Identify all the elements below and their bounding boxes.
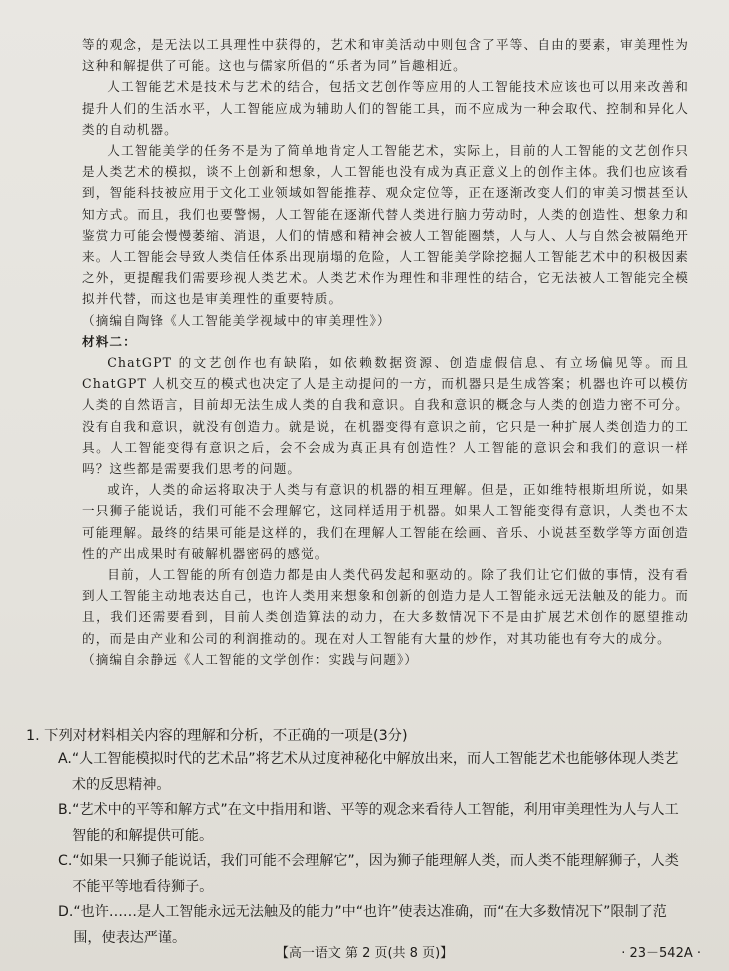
option-text: “也许……是人工智能永远无法触及的能力”中“也许”使表达准确，而“在大多数情况下”限制了范围，使表达严谨。 bbox=[73, 904, 667, 946]
paragraph: 或许，人类的命运将取决于人类与有意识的机器的相互理解。但是，正如维特根斯坦所说，如果一只狮子能说话，我们可能不会理解它，这同样适用于机器。如果人工智能变得有意识，人类也不太可能理解。最终的结果可能是这样的，我们在理解人工智能在绘画、音乐、小说甚至数学等方面创造性的产出成果时有破解机器密码的感觉。 bbox=[82, 482, 689, 561]
option-letter: A. bbox=[58, 751, 72, 767]
paragraph: ChatGPT 的文艺创作也有缺陷，如依赖数据资源、创造虚假信息、有立场偏见等。而且ChatGPT 人机交互的模式也决定了人是主动提问的一方，而机器只是生成答案；机器也许可以模仿人类的自然语言，目前却无法生成人类的自我和意识。自我和意识的概念与人类的创造力密不可分。没有自我和意识，就没有创造力。就是说，在机器变得有意识之前，它只是一种扩展人类创造力的工具。人工智能变得有意识之后，会不会成为真正具有创造性？人工智能的意识会和我们的意识一样吗？这些都是需要我们思考的问题。 bbox=[82, 355, 689, 477]
option-letter: C. bbox=[58, 853, 73, 869]
option-text: “如果一只狮子能说话，我们可能不会理解它”，因为狮子能理解人类，而人类不能理解狮子，人类不能平等地看待狮子。 bbox=[72, 853, 679, 895]
paragraph: 人工智能艺术是技术与艺术的结合，包括文艺创作等应用的人工智能技术应该也可以用来改善和提升人们的生活水平，人工智能应成为辅助人们的智能工具，而不应成为一种会取代、控制和异化人类的自动机器。 bbox=[82, 79, 689, 137]
option-text: “艺术中的平等和解方式”在文中指用和谐、平等的观念来看待人工智能，利用审美理性为人与人工智能的和解提供可能。 bbox=[72, 802, 679, 844]
option-letter: D. bbox=[58, 904, 74, 920]
option-a bbox=[58, 747, 689, 798]
page-number: 【高一语文 第 2 页(共 8 页)】 bbox=[275, 946, 454, 961]
paragraph: 人工智能美学的任务不是为了简单地肯定人工智能艺术，实际上，目前的人工智能的文艺创作只是人类艺术的模拟，谈不上创新和想象，人工智能也没有成为真正意义上的创作主体。我们也应该看到，智能科技被应用于文化工业领域如智能推荐、观众定位等，正在逐渐改变人们的审美习惯甚至认知方式。而且，我们也要警惕，人工智能在逐渐代替人类进行脑力劳动时，人类的创造性、想象力和鉴赏力可能会慢慢萎缩、消退，人们的情感和精神会被人工智能圈禁，人与人、人与自然会被隔绝开来。人工智能会导致人类信任体系出现崩塌的危险，人工智能美学除挖掘人工智能艺术中的积极因素之外，更提醒我们需要珍视人类艺术。人类艺术作为理性和非理性的结合，它无法被人工智能完全模拟并代替，而这也是审美理性的重要特质。 bbox=[82, 143, 689, 307]
material-heading: 材料二： bbox=[82, 333, 137, 349]
option-c bbox=[58, 849, 689, 900]
material-2 bbox=[82, 331, 689, 670]
option-b bbox=[58, 798, 689, 849]
source-citation: （摘编自余静远《人工智能的文学创作：实践与问题》） bbox=[82, 651, 419, 667]
page-footer bbox=[0, 942, 729, 964]
paragraph: 等的观念，是无法以工具理性中获得的，艺术和审美活动中则包含了平等、自由的要素，审美理性为这种和解提供了可能。这也与儒家所倡的“乐者为同”旨趣相近。 bbox=[82, 37, 689, 74]
question-1 bbox=[26, 725, 689, 951]
source-citation: （摘编自陶锋《人工智能美学视域中的审美理性》） bbox=[82, 312, 391, 328]
exam-code: · 23－542A · bbox=[621, 946, 701, 961]
paragraph: 目前，人工智能的所有创造力都是由人类代码发起和驱动的。除了我们让它们做的事情，没有看到人工智能主动地表达自己，也许人类用来想象和创新的创造力是人工智能永远无法触及的能力。而且，我们还需要看到，目前人类创造算法的动力，在大多数情况下不是由扩展艺术创作的愿望推动的，而是由产业和公司的利润推动的。现在对人工智能有大量的炒作，对其功能也有夸大的成分。 bbox=[82, 567, 689, 646]
option-text: “人工智能模拟时代的艺术品”将艺术从过度神秘化中解放出来，而人工智能艺术也能够体现人类艺术的反思精神。 bbox=[71, 751, 679, 793]
option-letter: B. bbox=[58, 802, 73, 818]
question-stem: 1. 下列对材料相关内容的理解和分析，不正确的一项是(3分) bbox=[26, 728, 408, 744]
material-1 bbox=[82, 34, 689, 331]
